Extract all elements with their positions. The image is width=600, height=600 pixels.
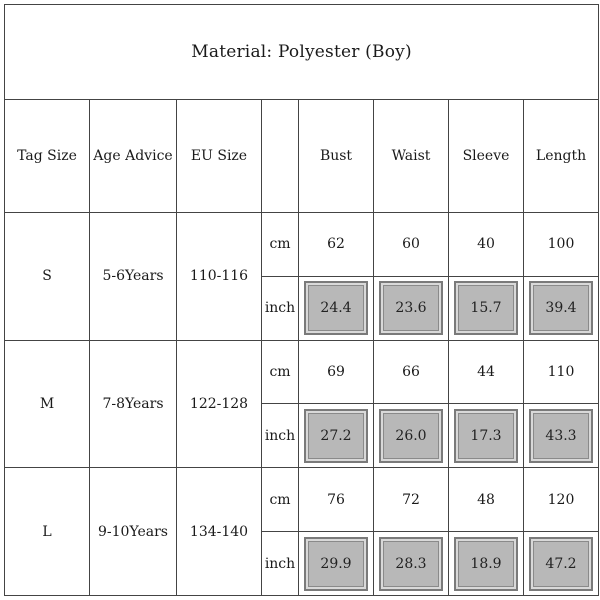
sleeve-inch-value: 18.9	[454, 537, 518, 591]
bust-cm-cell: 76	[299, 468, 374, 532]
header-unit	[262, 100, 299, 213]
sleeve-cm-cell: 48	[449, 468, 524, 532]
length-inch-value: 47.2	[529, 537, 593, 591]
bust-cm-cell: 62	[299, 212, 374, 276]
header-bust: Bust	[299, 100, 374, 213]
table-row	[5, 340, 599, 404]
header-tag-size: Tag Size	[5, 100, 90, 213]
header-sleeve: Sleeve	[449, 100, 524, 213]
unit-inch-label: inch	[262, 404, 299, 468]
length-cm-cell: 100	[524, 212, 599, 276]
header-age-advice: Age Advice	[90, 100, 177, 213]
length-inch-value: 39.4	[529, 281, 593, 335]
header-waist: Waist	[374, 100, 449, 213]
tag-size-cell: M	[5, 340, 90, 468]
table-row	[5, 212, 599, 276]
bust-inch-value: 24.4	[304, 281, 368, 335]
eu-size-cell: 110-116	[177, 212, 262, 340]
size-chart-table	[4, 4, 599, 596]
bust-cm-cell: 69	[299, 340, 374, 404]
header-eu-size: EU Size	[177, 100, 262, 213]
sleeve-inch-value: 17.3	[454, 409, 518, 463]
length-cm-cell: 120	[524, 468, 599, 532]
sleeve-inch-cell	[449, 532, 524, 596]
waist-cm-cell: 60	[374, 212, 449, 276]
age-advice-cell: 7-8Years	[90, 340, 177, 468]
unit-cm-label: cm	[262, 468, 299, 532]
waist-inch-value: 28.3	[379, 537, 443, 591]
waist-inch-cell	[374, 276, 449, 340]
waist-cm-cell: 66	[374, 340, 449, 404]
header-length: Length	[524, 100, 599, 213]
eu-size-cell: 134-140	[177, 468, 262, 596]
sleeve-inch-value: 15.7	[454, 281, 518, 335]
bust-inch-cell	[299, 404, 374, 468]
unit-inch-label: inch	[262, 532, 299, 596]
sleeve-inch-cell	[449, 276, 524, 340]
length-inch-cell	[524, 404, 599, 468]
unit-cm-label: cm	[262, 212, 299, 276]
bust-inch-cell	[299, 532, 374, 596]
length-cm-cell: 110	[524, 340, 599, 404]
sleeve-cm-cell: 40	[449, 212, 524, 276]
length-inch-cell	[524, 276, 599, 340]
tag-size-cell: L	[5, 468, 90, 596]
waist-inch-cell	[374, 404, 449, 468]
age-advice-cell: 9-10Years	[90, 468, 177, 596]
tag-size-cell: S	[5, 212, 90, 340]
unit-cm-label: cm	[262, 340, 299, 404]
bust-inch-cell	[299, 276, 374, 340]
unit-inch-label: inch	[262, 276, 299, 340]
sleeve-cm-cell: 44	[449, 340, 524, 404]
sleeve-inch-cell	[449, 404, 524, 468]
bust-inch-value: 29.9	[304, 537, 368, 591]
waist-inch-cell	[374, 532, 449, 596]
age-advice-cell: 5-6Years	[90, 212, 177, 340]
bust-inch-value: 27.2	[304, 409, 368, 463]
waist-inch-value: 26.0	[379, 409, 443, 463]
eu-size-cell: 122-128	[177, 340, 262, 468]
table-row	[5, 468, 599, 532]
length-inch-cell	[524, 532, 599, 596]
length-inch-value: 43.3	[529, 409, 593, 463]
waist-inch-value: 23.6	[379, 281, 443, 335]
header-row	[5, 100, 599, 213]
table-title: Material: Polyester (Boy)	[5, 5, 599, 100]
waist-cm-cell: 72	[374, 468, 449, 532]
